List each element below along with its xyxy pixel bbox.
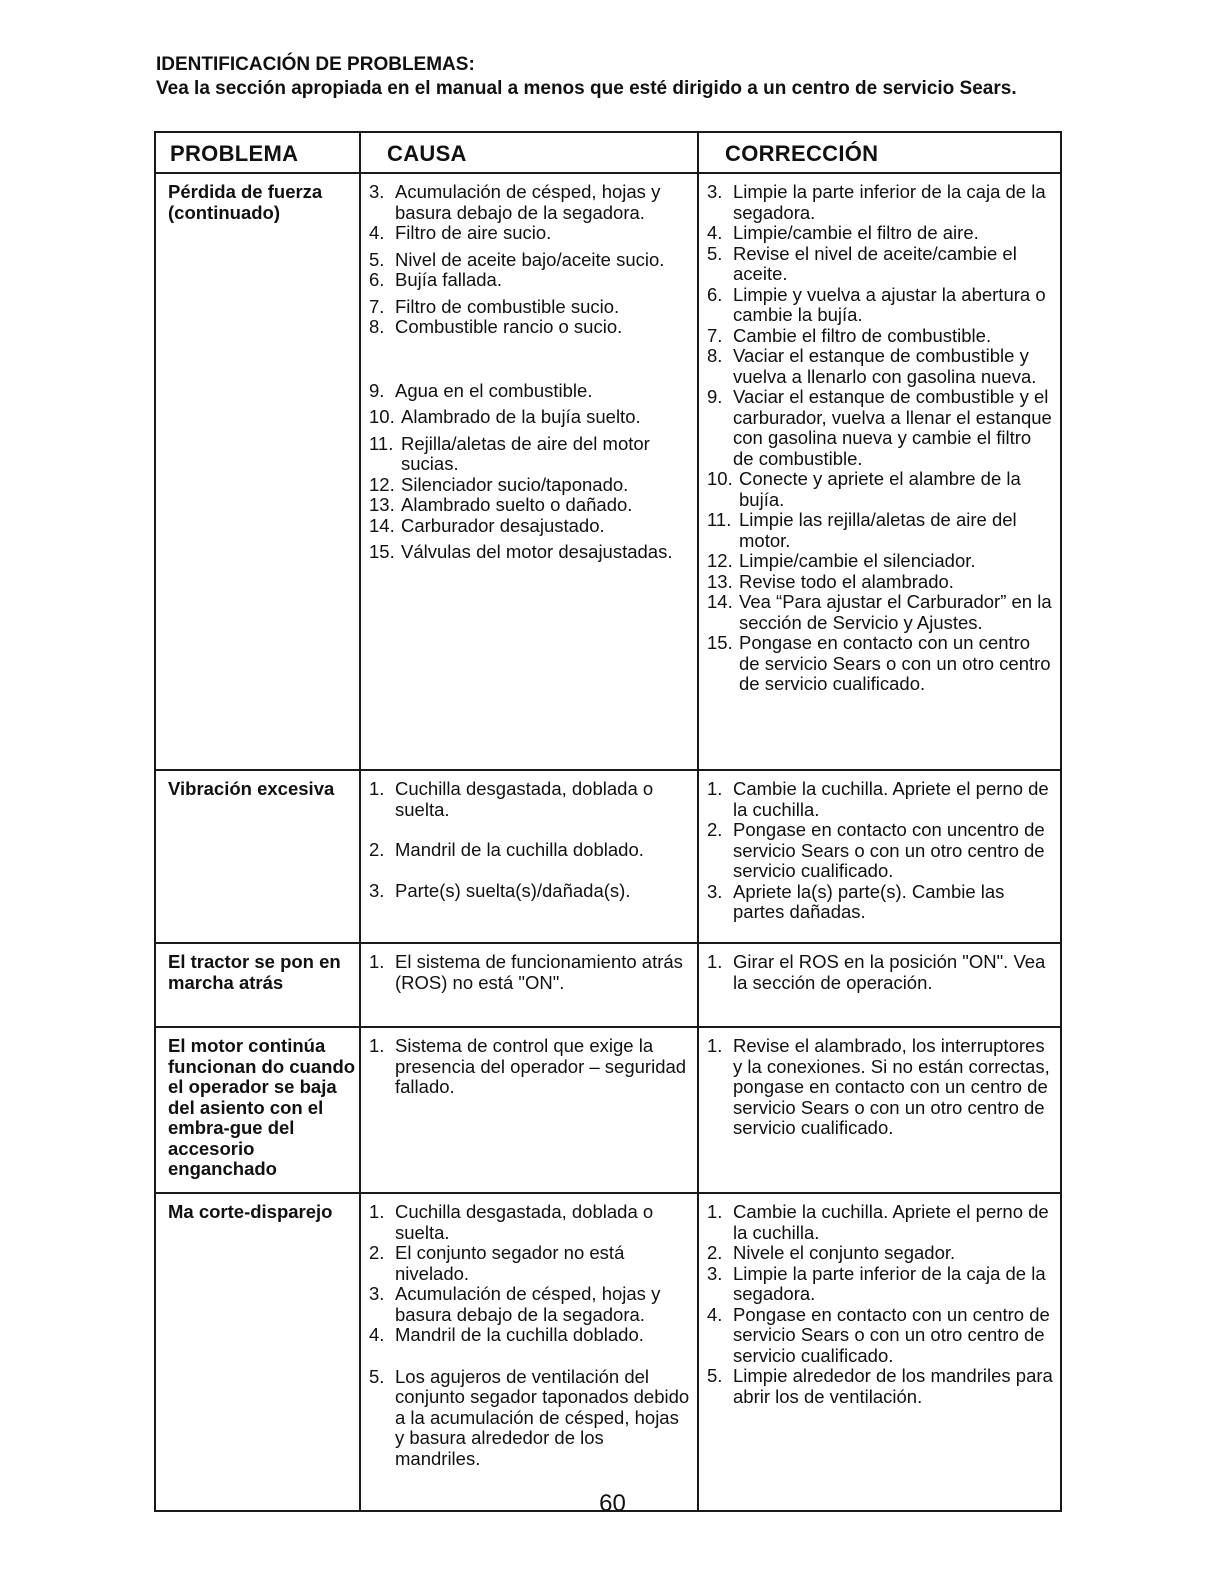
list-item xyxy=(707,387,1054,469)
item-number: 1. xyxy=(707,951,723,972)
problem-cell: Ma corte-disparejo xyxy=(155,1193,360,1511)
item-number: 2. xyxy=(369,1242,385,1263)
list-item xyxy=(707,223,1054,244)
list-item xyxy=(369,1367,691,1470)
item-text: Limpie las rejilla/aletas de aire del motor. xyxy=(739,509,1017,551)
item-number: 2. xyxy=(707,1242,723,1263)
troubleshooting-table xyxy=(154,131,1062,1512)
item-text: Silenciador sucio/taponado. xyxy=(401,473,629,495)
list-item xyxy=(707,952,1054,993)
list-item xyxy=(369,317,691,338)
item-number: 4. xyxy=(707,222,723,243)
list-item xyxy=(369,475,691,496)
item-number: 8. xyxy=(369,316,385,337)
item-text: Limpie/cambie el silenciador. xyxy=(739,550,976,571)
item-text: Limpie la parte inferior de la caja de la segadora. xyxy=(733,1262,1046,1304)
item-number: 6. xyxy=(369,269,385,290)
item-number: 3. xyxy=(369,181,385,202)
cause-cell xyxy=(360,943,698,1027)
cause-list xyxy=(369,952,691,993)
item-text: Limpie alrededor de los mandriles para abrir los de ventilación. xyxy=(733,1365,1053,1407)
list-item xyxy=(707,469,1054,510)
item-number: 1. xyxy=(369,778,385,799)
item-text: Pongase en contacto con un centro de servicio Sears o con un otro centro de servicio cualificado. xyxy=(733,1303,1050,1366)
cause-list xyxy=(369,1036,691,1098)
list-item xyxy=(369,542,691,563)
item-text: Conecte y apriete el alambre de la bujía. xyxy=(739,468,1021,510)
list-item xyxy=(707,285,1054,326)
list-item xyxy=(707,551,1054,572)
list-item xyxy=(707,244,1054,285)
problem-cell: Pérdida de fuerza (continuado) xyxy=(155,173,360,770)
header-correccion: CORRECCIÓN xyxy=(698,132,1061,173)
item-text: Cambie la cuchilla. Apriete el perno de la cuchilla. xyxy=(733,1201,1049,1243)
item-number: 9. xyxy=(369,379,385,401)
list-item xyxy=(369,297,691,318)
list-item xyxy=(707,1243,1054,1264)
correction-cell xyxy=(698,1193,1061,1511)
list-item xyxy=(369,881,691,902)
item-number: 12. xyxy=(369,473,395,495)
list-item xyxy=(707,1036,1054,1139)
list-item xyxy=(369,1036,691,1098)
list-item xyxy=(369,495,691,516)
item-text: Cuchilla desgastada, doblada o suelta. xyxy=(395,778,654,820)
list-item xyxy=(707,326,1054,347)
item-text: El conjunto segador no está nivelado. xyxy=(395,1242,625,1284)
item-number: 3. xyxy=(707,1262,723,1284)
cause-cell xyxy=(360,1027,698,1193)
correction-cell xyxy=(698,943,1061,1027)
item-number: 5. xyxy=(369,1365,385,1387)
correction-cell xyxy=(698,770,1061,943)
item-text: Limpie y vuelva a ajustar la abertura o cambie la bujía. xyxy=(733,283,1046,325)
item-number: 3. xyxy=(369,1283,385,1304)
item-number: 14. xyxy=(369,514,395,536)
list-item xyxy=(707,346,1054,387)
item-text: Limpie/cambie el filtro de aire. xyxy=(733,222,979,243)
list-item xyxy=(369,1325,691,1346)
list-item xyxy=(369,1243,691,1284)
item-number: 1. xyxy=(369,1035,385,1056)
list-item xyxy=(369,1284,691,1325)
item-number: 8. xyxy=(707,345,723,366)
header-causa: CAUSA xyxy=(360,132,698,173)
item-number: 14. xyxy=(707,591,733,612)
list-item xyxy=(369,223,691,244)
item-text: Revise todo el alambrado. xyxy=(739,570,954,592)
item-number: 6. xyxy=(707,283,723,305)
list-item xyxy=(707,510,1054,551)
correction-list xyxy=(707,1202,1054,1407)
cause-list xyxy=(369,779,691,901)
cause-cell xyxy=(360,770,698,943)
item-text: Combustible rancio o sucio. xyxy=(395,316,623,337)
correction-list xyxy=(707,182,1054,695)
list-item xyxy=(707,1202,1054,1243)
list-item xyxy=(369,250,691,271)
item-text: Vea “Para ajustar el Carburador” en la sección de Servicio y Ajustes. xyxy=(739,591,1052,633)
item-number: 15. xyxy=(707,632,733,653)
page-number: 60 xyxy=(599,1490,626,1517)
item-number: 3. xyxy=(707,181,723,202)
item-text: Cambie el filtro de combustible. xyxy=(733,324,992,346)
cause-cell xyxy=(360,1193,698,1511)
item-number: 10. xyxy=(707,468,733,489)
correction-list xyxy=(707,779,1054,923)
cause-list xyxy=(369,182,691,563)
list-item xyxy=(369,1202,691,1243)
item-text: Nivele el conjunto segador. xyxy=(733,1242,956,1263)
item-text: Rejilla/aletas de aire del motor sucias. xyxy=(401,432,650,474)
item-text: Apriete la(s) parte(s). Cambie las partes dañadas. xyxy=(733,880,1005,922)
list-item xyxy=(369,779,691,820)
list-item xyxy=(369,182,691,223)
item-number: 1. xyxy=(369,1201,385,1222)
item-number: 5. xyxy=(707,1365,723,1386)
item-number: 4. xyxy=(707,1303,723,1325)
item-number: 3. xyxy=(707,880,723,902)
item-text: Revise el nivel de aceite/cambie el aceite. xyxy=(733,242,1017,284)
list-item xyxy=(369,840,691,861)
item-number: 5. xyxy=(369,248,385,270)
item-number: 4. xyxy=(369,222,385,243)
list-item xyxy=(707,182,1054,223)
item-number: 13. xyxy=(707,570,733,592)
list-item xyxy=(369,270,691,291)
item-text: Parte(s) suelta(s)/dañada(s). xyxy=(395,879,631,901)
table-row xyxy=(155,1193,1061,1511)
item-number: 15. xyxy=(369,541,395,562)
list-item xyxy=(707,592,1054,633)
list-item xyxy=(707,633,1054,695)
item-text: Carburador desajustado. xyxy=(401,514,605,536)
item-number: 7. xyxy=(707,324,723,346)
item-text: Pongase en contacto con uncentro de servicio Sears o con un otro centro de servicio cualificado. xyxy=(733,819,1045,881)
correction-cell xyxy=(698,173,1061,770)
item-text: Acumulación de césped, hojas y basura debajo de la segadora. xyxy=(395,1283,661,1325)
item-number: 1. xyxy=(707,1035,723,1056)
table-row xyxy=(155,943,1061,1027)
item-number: 12. xyxy=(707,550,733,571)
item-text: Agua en el combustible. xyxy=(395,379,593,401)
item-text: Revise el alambrado, los interruptores y la conexiones. Si no están correctas, pongase en contacto con un centro de servicio Sears o con un otro centro de servicio cualificado. xyxy=(733,1035,1050,1138)
item-text: Mandril de la cuchilla doblado. xyxy=(395,1324,644,1345)
list-item xyxy=(369,381,691,402)
item-text: Nivel de aceite bajo/aceite sucio. xyxy=(395,248,665,270)
item-text: Filtro de aire sucio. xyxy=(395,222,552,243)
item-text: Bujía fallada. xyxy=(395,269,502,290)
list-item xyxy=(369,516,691,537)
item-text: Válvulas del motor desajustadas. xyxy=(401,541,673,562)
table-row xyxy=(155,770,1061,943)
list-item xyxy=(369,434,691,475)
item-number: 2. xyxy=(369,839,385,860)
item-text: Los agujeros de ventilación del conjunto segador taponados debido a la acumulación de césped, hojas y basura alrededor de los mandriles. xyxy=(395,1365,690,1469)
list-item xyxy=(707,1264,1054,1305)
problem-cell: El motor continúa funcionan do cuando el operador se baja del asiento con el embra-gue del accesorio enganchado xyxy=(155,1027,360,1193)
item-number: 13. xyxy=(369,494,395,515)
cause-cell xyxy=(360,173,698,770)
list-item xyxy=(707,882,1054,923)
page-subheading: Vea la sección apropiada en el manual a menos que esté dirigido a un centro de servicio Sears. xyxy=(156,78,1017,99)
item-number: 10. xyxy=(369,406,395,427)
item-text: Cuchilla desgastada, doblada o suelta. xyxy=(395,1201,654,1243)
correction-cell xyxy=(698,1027,1061,1193)
list-item xyxy=(707,572,1054,593)
item-text: Cambie la cuchilla. Apriete el perno de la cuchilla. xyxy=(733,778,1049,820)
problem-cell: El tractor se pon en marcha atrás xyxy=(155,943,360,1027)
item-text: Vaciar el estanque de combustible y el carburador, vuelva a llenar el estanque con gasolina nueva y cambie el filtro de combustible. xyxy=(733,386,1052,469)
page-heading: IDENTIFICACIÓN DE PROBLEMAS: xyxy=(156,54,475,75)
item-number: 4. xyxy=(369,1324,385,1345)
item-text: Sistema de control que exige la presencia del operador – seguridad fallado. xyxy=(395,1035,687,1097)
item-text: Filtro de combustible sucio. xyxy=(395,295,620,317)
item-number: 9. xyxy=(707,386,723,407)
correction-list xyxy=(707,1036,1054,1139)
table-row xyxy=(155,1027,1061,1193)
item-text: Mandril de la cuchilla doblado. xyxy=(395,839,644,860)
item-number: 7. xyxy=(369,295,385,317)
item-number: 3. xyxy=(369,879,385,901)
item-number: 1. xyxy=(369,951,385,972)
item-text: Pongase en contacto con un centro de servicio Sears o con un otro centro de servicio cualificado. xyxy=(739,632,1051,694)
cause-list xyxy=(369,1202,691,1469)
problem-cell: Vibración excesiva xyxy=(155,770,360,943)
table-header-row xyxy=(155,132,1061,173)
item-number: 2. xyxy=(707,819,723,840)
list-item xyxy=(707,1366,1054,1407)
item-text: Girar el ROS en la posición "ON". Vea la sección de operación. xyxy=(733,951,1046,993)
table-row xyxy=(155,173,1061,770)
list-item xyxy=(707,779,1054,820)
item-text: El sistema de funcionamiento atrás (ROS) no está "ON". xyxy=(395,951,683,993)
item-text: Alambrado de la bujía suelto. xyxy=(401,406,641,427)
item-number: 1. xyxy=(707,1201,723,1222)
item-text: Alambrado suelto o dañado. xyxy=(401,494,633,515)
list-item xyxy=(369,407,691,428)
item-number: 1. xyxy=(707,778,723,799)
item-number: 5. xyxy=(707,242,723,264)
correction-list xyxy=(707,952,1054,993)
item-text: Limpie la parte inferior de la caja de la segadora. xyxy=(733,181,1046,223)
item-text: Vaciar el estanque de combustible y vuelva a llenarlo con gasolina nueva. xyxy=(733,345,1037,387)
item-number: 11. xyxy=(369,432,394,454)
item-text: Acumulación de césped, hojas y basura debajo de la segadora. xyxy=(395,181,661,223)
list-item xyxy=(707,820,1054,882)
list-item xyxy=(369,952,691,993)
header-problema: PROBLEMA xyxy=(155,132,360,173)
list-item xyxy=(707,1305,1054,1367)
item-number: 11. xyxy=(707,509,732,530)
